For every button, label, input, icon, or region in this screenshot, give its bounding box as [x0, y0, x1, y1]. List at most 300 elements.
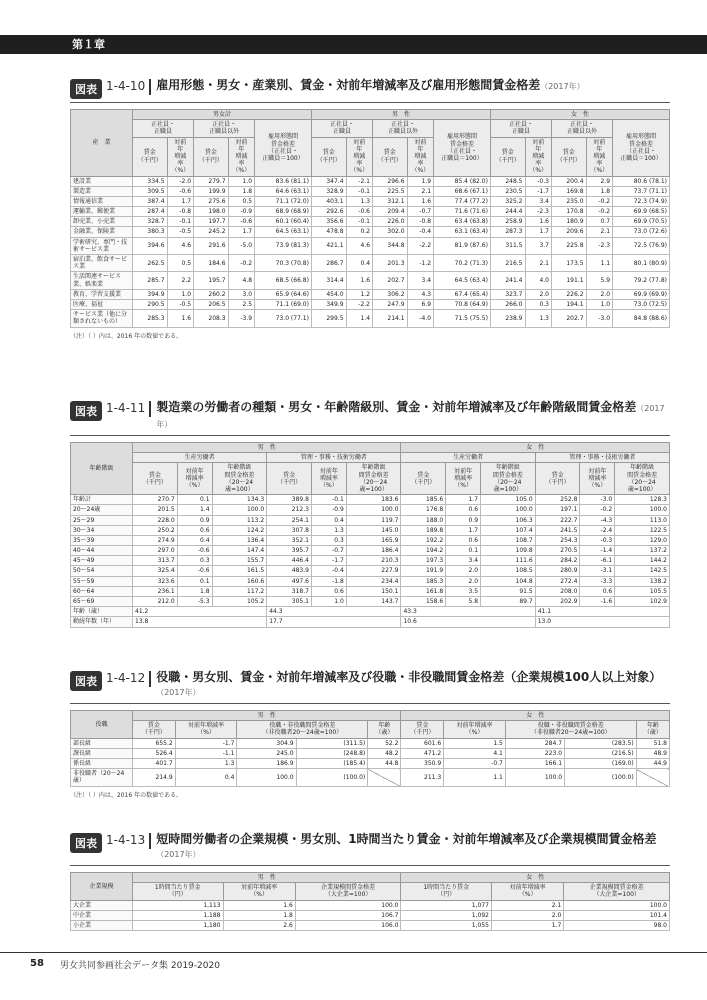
row-label: 金融業、保険業 [71, 227, 133, 237]
table-cell: 380.3 [133, 227, 168, 237]
table-row [71, 289, 670, 299]
figure-badge: 図表 [70, 79, 102, 99]
table-row [71, 495, 670, 505]
table-cell: -0.6 [177, 566, 212, 576]
table-cell: 296.6 [373, 176, 408, 186]
table-cell: 206.5 [194, 299, 229, 309]
table-cell: 188.0 [401, 515, 446, 525]
table-row [71, 576, 670, 586]
table-cell: 1.8 [586, 186, 612, 196]
row-label: 年齢計 [71, 495, 133, 505]
table-cell: -2.3 [525, 207, 551, 217]
table-cell: 102.9 [615, 597, 670, 607]
table-cell: 41.2 [133, 607, 267, 617]
footer-rule [0, 952, 707, 953]
table-cell: 471.2 [401, 748, 444, 758]
table-cell: 170.8 [551, 207, 586, 217]
table-row [71, 217, 670, 227]
table-cell: 258.9 [490, 217, 525, 227]
table-cell: 212.3 [267, 505, 312, 515]
table-cell: -0.7 [407, 207, 433, 217]
table-cell: 2.9 [586, 176, 612, 186]
table-cell: 2.0 [446, 576, 481, 586]
table-row [71, 900, 670, 910]
table-cell: 2.1 [525, 255, 551, 272]
table-cell: 275.6 [194, 196, 229, 206]
table-cell: 285.7 [133, 272, 168, 289]
table-cell: 0.5 [167, 255, 193, 272]
table-cell: 318.7 [267, 586, 312, 596]
table-cell: 210.3 [346, 556, 401, 566]
table-cell: 5.9 [586, 272, 612, 289]
row-label: 35〜39 [71, 535, 133, 545]
row-label: 中企業 [71, 910, 133, 920]
table-cell: 1.1 [586, 255, 612, 272]
table-cell: 68.6 (67.1) [434, 186, 491, 196]
table-cell: 43.3 [401, 607, 535, 617]
figure-title: 役職・男女別、賃金・対前年増減率及び役職・非役職間賃金格差（企業規模100人以上対象）（2017年） [156, 670, 662, 697]
table-cell: 254.1 [267, 515, 312, 525]
table-cell: 100.0 [295, 900, 401, 910]
table-cell: -6.1 [580, 556, 615, 566]
table-cell: 0.7 [586, 217, 612, 227]
table-cell: 150.1 [346, 586, 401, 596]
table-row [71, 920, 670, 930]
table-cell: 241.4 [490, 272, 525, 289]
table-cell: 4.8 [228, 272, 254, 289]
table-cell: 260.2 [194, 289, 229, 299]
table-cell: -5.0 [228, 237, 254, 254]
row-label: サービス業（他に分類されないもの） [71, 310, 133, 327]
table-cell: 0.3 [311, 535, 346, 545]
table-cell: 1.2 [346, 289, 372, 299]
row-label: 卸売業、小売業 [71, 217, 133, 227]
table-cell: 160.6 [212, 576, 267, 586]
table-cell: 65.9 (64.6) [255, 289, 312, 299]
table-cell: 4.0 [525, 272, 551, 289]
table-row [71, 186, 670, 196]
table-cell: -0.2 [580, 505, 615, 515]
table-cell: 69.9 (69.9) [613, 289, 670, 299]
table-cell: 194.2 [401, 546, 446, 556]
row-label: 建設業 [71, 176, 133, 186]
table-cell [636, 769, 669, 786]
figure-1-4-10 [70, 78, 670, 340]
table-cell: -0.5 [167, 299, 193, 309]
table-cell: 1,113 [133, 900, 224, 910]
table-cell: 3.4 [407, 272, 433, 289]
row-label: 課長級 [71, 748, 133, 758]
table-row [71, 515, 670, 525]
table-cell: 44.8 [368, 758, 401, 768]
table-cell: 105.0 [481, 495, 536, 505]
table-cell: 195.7 [194, 272, 229, 289]
table-cell: 0.1 [177, 576, 212, 586]
figure-number: 1-4-13 [106, 833, 146, 847]
table-cell: 0.6 [580, 586, 615, 596]
table-row [71, 310, 670, 327]
table-cell: 286.7 [311, 255, 346, 272]
table-cell: 51.8 [636, 738, 669, 748]
table-cell: 183.6 [346, 495, 401, 505]
table-cell: 0.2 [346, 227, 372, 237]
table-cell: 1,092 [401, 910, 492, 920]
table-cell: 208.0 [535, 586, 580, 596]
row-label: 製造業 [71, 186, 133, 196]
table-cell: 48.2 [368, 748, 401, 758]
table-row [71, 546, 670, 556]
table-cell: 85.4 (82.0) [434, 176, 491, 186]
table-cell: 0.4 [311, 515, 346, 525]
table-row [71, 196, 670, 206]
table-cell: 285.3 [133, 310, 168, 327]
col-industry: 産 業 [71, 110, 133, 177]
table-cell: 1.6 [167, 310, 193, 327]
table-cell: 185.6 [401, 495, 446, 505]
table-cell: 601.6 [401, 738, 444, 748]
table-cell: -0.6 [228, 217, 254, 227]
row-label: 60〜64 [71, 586, 133, 596]
table-cell: -0.8 [407, 217, 433, 227]
table-row [71, 227, 670, 237]
row-label: 教育、学習支援業 [71, 289, 133, 299]
table-cell: 235.0 [551, 196, 586, 206]
table-cell: 1.6 [407, 196, 433, 206]
table-cell: 2.0 [491, 910, 563, 920]
table-cell: 194.1 [551, 299, 586, 309]
table-cell: 166.1 [505, 758, 564, 768]
table-cell: 10.6 [401, 617, 535, 627]
table-cell: 287.3 [490, 227, 525, 237]
table-cell: 0.1 [446, 546, 481, 556]
table-cell: 52.2 [368, 738, 401, 748]
table-cell: (169.0) [565, 758, 637, 768]
table-row [71, 769, 670, 786]
table-row [71, 207, 670, 217]
table-cell: 270.5 [535, 546, 580, 556]
table-cell: 101.4 [564, 910, 670, 920]
table-cell: -1.7 [311, 556, 346, 566]
table-row [71, 176, 670, 186]
row-label: 50〜54 [71, 566, 133, 576]
table-cell: 202.7 [551, 310, 586, 327]
table-cell: 2.6 [223, 920, 295, 930]
table-cell: 655.2 [133, 738, 176, 748]
table-cell: -1.6 [580, 597, 615, 607]
table-cell: -2.4 [580, 525, 615, 535]
table-cell: 106.7 [295, 910, 401, 920]
table-cell: 142.5 [615, 566, 670, 576]
table-cell: -1.2 [407, 255, 433, 272]
table-cell: 199.9 [194, 186, 229, 196]
table-cell: 0.1 [177, 495, 212, 505]
table-cell: 1.9 [407, 176, 433, 186]
table-cell: 228.0 [133, 515, 178, 525]
table-cell: 226.2 [551, 289, 586, 299]
table-cell: 4.3 [407, 289, 433, 299]
table-cell: -0.2 [228, 255, 254, 272]
table-cell: 1.0 [167, 289, 193, 299]
table-cell: 280.9 [535, 566, 580, 576]
table-cell: 325.4 [133, 566, 178, 576]
table-cell: 2.1 [407, 186, 433, 196]
table-cell: 161.8 [401, 586, 446, 596]
figure-1-4-11 [70, 400, 670, 628]
table-cell: 250.2 [133, 525, 178, 535]
table-cell: 100.0 [481, 505, 536, 515]
table-cell: 180.9 [551, 217, 586, 227]
figure-heading [70, 78, 670, 103]
table-cell: 209.6 [551, 227, 586, 237]
col-male: 男 性 [311, 110, 490, 120]
table-cell: 161.5 [212, 566, 267, 576]
table-cell: 323.6 [133, 576, 178, 586]
table-cell [368, 769, 401, 786]
table-cell: 169.8 [551, 186, 586, 196]
table-cell: 70.2 (71.3) [434, 255, 491, 272]
table-cell: 3.4 [525, 196, 551, 206]
table-cell: 60.1 (60.4) [255, 217, 312, 227]
figure-badge: 図表 [70, 671, 102, 691]
table-row [71, 237, 670, 254]
table-cell: -0.7 [444, 758, 506, 768]
table-row [71, 738, 670, 748]
table-cell: 202.7 [373, 272, 408, 289]
table-cell: 100.0 [615, 505, 670, 515]
table-cell: 313.7 [133, 556, 178, 566]
table-cell: 173.5 [551, 255, 586, 272]
table-cell: 100.0 [346, 505, 401, 515]
table-cell: 225.5 [373, 186, 408, 196]
table-cell: 89.7 [481, 597, 536, 607]
table-cell: 113.0 [615, 515, 670, 525]
table-cell: 226.0 [373, 217, 408, 227]
table-cell: 1.3 [311, 525, 346, 535]
table-cell: 0.6 [177, 525, 212, 535]
table-cell: 201.5 [133, 505, 178, 515]
table-cell: 117.2 [212, 586, 267, 596]
table-cell: 1.7 [446, 525, 481, 535]
table-cell: 274.9 [133, 535, 178, 545]
table-cell: 197.7 [194, 217, 229, 227]
row-label: 25〜29 [71, 515, 133, 525]
table-cell: 189.8 [401, 525, 446, 535]
table-cell: 98.0 [564, 920, 670, 930]
row-label: 情報通信業 [71, 196, 133, 206]
table-cell: 71.5 (75.5) [434, 310, 491, 327]
chapter-header: 第１章 [0, 35, 707, 54]
table-cell: 106.0 [295, 920, 401, 930]
table-cell: 483.9 [267, 566, 312, 576]
row-label: 55〜59 [71, 576, 133, 586]
table-row [71, 607, 670, 617]
table-cell: -2.3 [586, 237, 612, 254]
table-cell: 109.8 [481, 546, 536, 556]
table-cell: 105.2 [212, 597, 267, 607]
table-cell: 0.6 [446, 505, 481, 515]
table-cell: 0.9 [177, 515, 212, 525]
table-cell: 13.0 [535, 617, 669, 627]
table-cell: 454.0 [311, 289, 346, 299]
table-cell: -0.5 [167, 227, 193, 237]
table-cell: 236.1 [133, 586, 178, 596]
row-label: 65〜69 [71, 597, 133, 607]
table-cell: 119.7 [346, 515, 401, 525]
table-cell: -3.1 [580, 566, 615, 576]
table-cell: 302.0 [373, 227, 408, 237]
table-cell: -1.7 [525, 186, 551, 196]
table-cell: 63.4 (63.8) [434, 217, 491, 227]
table-cell: 77.4 (77.2) [434, 196, 491, 206]
table-cell: 421.1 [311, 237, 346, 254]
table-cell: 184.6 [194, 255, 229, 272]
table-cell: 197.3 [401, 556, 446, 566]
table-cell: 241.5 [535, 525, 580, 535]
table-cell: 245.2 [194, 227, 229, 237]
table-cell: -0.6 [346, 207, 372, 217]
table-cell: 145.0 [346, 525, 401, 535]
table-cell: 307.8 [267, 525, 312, 535]
row-label: 40〜44 [71, 546, 133, 556]
row-label: 運輸業、郵便業 [71, 207, 133, 217]
table-cell: 284.7 [505, 738, 564, 748]
table-cell: -0.1 [311, 495, 346, 505]
table-cell: 309.5 [133, 186, 168, 196]
table-cell: 5.8 [446, 597, 481, 607]
table-cell: 73.7 (71.1) [613, 186, 670, 196]
table-cell: 73.0 (72.6) [613, 227, 670, 237]
table-row [71, 535, 670, 545]
table-cell: 1.8 [223, 910, 295, 920]
figure-1-4-13 [70, 832, 670, 931]
row-label: 医療、福祉 [71, 299, 133, 309]
table-cell: 144.2 [615, 556, 670, 566]
table-row [71, 758, 670, 768]
table-cell: -3.0 [586, 310, 612, 327]
table-cell: 254.3 [535, 535, 580, 545]
table-cell: 48.9 [636, 748, 669, 758]
table-cell: 185.3 [401, 576, 446, 586]
table-cell: 1.6 [223, 900, 295, 910]
table-cell: 64.5 (63.4) [434, 272, 491, 289]
table-cell: 234.4 [346, 576, 401, 586]
table-cell: -1.1 [175, 748, 237, 758]
table-cell: -1.7 [175, 738, 237, 748]
table-cell: 158.6 [401, 597, 446, 607]
table-cell: 100.0 [212, 505, 267, 515]
table-cell: 200.4 [551, 176, 586, 186]
row-label: 係長級 [71, 758, 133, 768]
table-cell: 63.1 (63.4) [434, 227, 491, 237]
figure-heading [70, 670, 670, 704]
table-cell: -0.6 [167, 186, 193, 196]
table-cell: 304.9 [237, 738, 296, 748]
table-cell: -0.4 [407, 227, 433, 237]
table-cell: 91.5 [481, 586, 536, 596]
table-cell: 1,055 [401, 920, 492, 930]
table-row [71, 597, 670, 607]
table-cell: (248.8) [296, 748, 368, 758]
table-cell: 1.7 [525, 227, 551, 237]
table-cell: 2.0 [586, 289, 612, 299]
table-cell: 349.9 [311, 299, 346, 309]
table-cell: 290.5 [133, 299, 168, 309]
table-cell: -0.1 [346, 217, 372, 227]
figure-badge: 図表 [70, 401, 102, 421]
table-cell: 1.7 [446, 495, 481, 505]
table-cell: 73.9 (81.3) [255, 237, 312, 254]
table-cell: 1.1 [444, 769, 506, 786]
table-cell: 350.9 [401, 758, 444, 768]
table-cell: 41.1 [535, 607, 669, 617]
table-cell: 238.9 [490, 310, 525, 327]
table-cell: 108.5 [481, 566, 536, 576]
table-cell: 227.9 [346, 566, 401, 576]
table-cell: 100.0 [564, 900, 670, 910]
table-row [71, 910, 670, 920]
row-label: 非役職者（20〜24歳） [71, 769, 133, 786]
table-cell: -0.2 [586, 207, 612, 217]
table-cell: -3.9 [228, 310, 254, 327]
table-cell: (185.4) [296, 758, 368, 768]
row-label: 小企業 [71, 920, 133, 930]
table-cell: 69.9 (70.5) [613, 217, 670, 227]
table-cell: 104.8 [481, 576, 536, 586]
table-cell: 176.8 [401, 505, 446, 515]
table-cell: 105.5 [615, 586, 670, 596]
table-cell: -0.4 [311, 566, 346, 576]
table-cell: -3.0 [580, 495, 615, 505]
table-cell: 6.9 [407, 299, 433, 309]
row-label: 学術研究、専門・技術サービス業 [71, 237, 133, 254]
table-cell: 230.5 [490, 186, 525, 196]
table-cell: 191.1 [551, 272, 586, 289]
table-row [71, 505, 670, 515]
row-label: 20〜24歳 [71, 505, 133, 515]
table-cell: 306.2 [373, 289, 408, 299]
table-cell: 191.9 [401, 566, 446, 576]
table-cell: 68.5 (66.8) [255, 272, 312, 289]
row-label: 勤続年数（年） [71, 617, 133, 627]
table-cell: -4.0 [407, 310, 433, 327]
table-cell: 106.3 [481, 515, 536, 525]
table-cell: 1.0 [311, 597, 346, 607]
table-cell: 0.4 [175, 769, 237, 786]
table-cell: 134.3 [212, 495, 267, 505]
table-cell: 0.6 [311, 586, 346, 596]
table-cell: 292.6 [311, 207, 346, 217]
table-cell: 311.5 [490, 237, 525, 254]
table-cell: 192.2 [401, 535, 446, 545]
table-cell: 211.3 [401, 769, 444, 786]
table-cell: -0.1 [167, 217, 193, 227]
table-cell: 526.4 [133, 748, 176, 758]
table-cell: 347.4 [311, 176, 346, 186]
table-cell: 111.6 [481, 556, 536, 566]
table-cell: 13.8 [133, 617, 267, 627]
table-cell: 1.4 [346, 310, 372, 327]
table-cell: 100.0 [505, 769, 564, 786]
table-cell: 248.5 [490, 176, 525, 186]
table-cell: 71.1 (72.0) [255, 196, 312, 206]
table-cell: 287.4 [133, 207, 168, 217]
table-cell: -0.9 [228, 207, 254, 217]
table-cell: 1.6 [525, 217, 551, 227]
table-cell: 197.1 [535, 505, 580, 515]
table-cell: 305.1 [267, 597, 312, 607]
table-cell: 216.5 [490, 255, 525, 272]
table-cell: 137.2 [615, 546, 670, 556]
